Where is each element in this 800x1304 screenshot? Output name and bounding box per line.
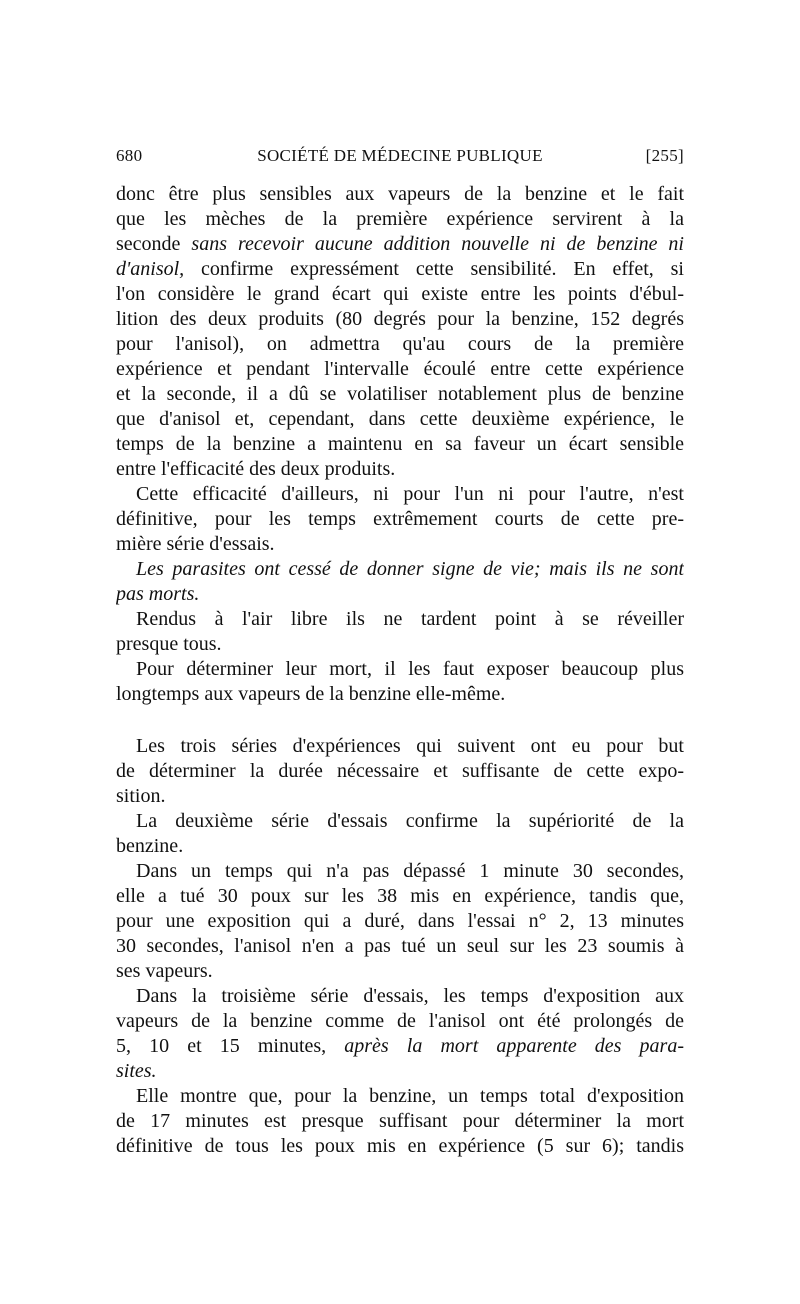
text-line: Les trois séries d'expériences qui suivent ont eu pour but bbox=[136, 735, 684, 757]
italic-phrase: d'anisol, bbox=[116, 258, 185, 280]
text-line: benzine. bbox=[116, 835, 184, 857]
text-line: expérience et pendant l'intervalle écoulé entre cette expérience bbox=[116, 358, 684, 380]
text-line: Rendus à l'air libre ils ne tardent point à se réveiller bbox=[136, 608, 684, 630]
text-line: vapeurs de la benzine comme de l'anisol ont été prolongés de bbox=[116, 1010, 684, 1032]
text-line bbox=[116, 232, 684, 257]
page-number: 680 bbox=[116, 146, 143, 165]
text-line bbox=[116, 1034, 684, 1059]
text-line: pour l'anisol), on admettra qu'au cours de la première bbox=[116, 333, 684, 355]
italic-phrase: après la mort apparente des para- bbox=[344, 1035, 684, 1057]
text-line: temps de la benzine a maintenu en sa faveur un écart sensible bbox=[116, 433, 684, 455]
text-line: Elle montre que, pour la benzine, un temps total d'exposition bbox=[136, 1085, 684, 1107]
text-line: presque tous. bbox=[116, 633, 222, 655]
text-line: La deuxième série d'essais confirme la supériorité de la bbox=[136, 810, 684, 832]
paragraph bbox=[116, 482, 684, 557]
text-line: elle a tué 30 poux sur les 38 mis en expérience, tandis que, bbox=[116, 885, 684, 907]
text-line: lition des deux produits (80 degrés pour la benzine, 152 degrés bbox=[116, 308, 684, 330]
text-line: de 17 minutes est presque suffisant pour déterminer la mort bbox=[116, 1110, 684, 1132]
text-line: Pour déterminer leur mort, il les faut exposer beaucoup plus bbox=[136, 658, 684, 680]
italic-paragraph bbox=[116, 557, 684, 607]
text-line: sition. bbox=[116, 785, 166, 807]
italic-phrase: sans recevoir aucune addition nouvelle ni de benzine ni bbox=[191, 233, 684, 255]
text-line bbox=[116, 257, 684, 282]
text-line: mière série d'essais. bbox=[116, 533, 275, 555]
text-segment: 5, 10 et 15 minutes, bbox=[116, 1035, 345, 1057]
paragraph bbox=[116, 734, 684, 809]
text-line: que les mèches de la première expérience servirent à la bbox=[116, 208, 684, 230]
text-line: Dans un temps qui n'a pas dépassé 1 minute 30 secondes, bbox=[136, 860, 684, 882]
text-line: 30 secondes, l'anisol n'en a pas tué un seul sur les 23 soumis à bbox=[116, 935, 684, 957]
body-text bbox=[116, 182, 684, 1159]
text-line: pas morts. bbox=[116, 583, 200, 605]
text-line: définitive de tous les poux mis en expérience (5 sur 6); tandis bbox=[116, 1135, 684, 1157]
paragraph bbox=[116, 859, 684, 984]
running-title: SOCIÉTÉ DE MÉDECINE PUBLIQUE bbox=[257, 146, 543, 165]
text-segment: seconde bbox=[116, 233, 192, 255]
running-header bbox=[116, 146, 684, 172]
text-line: définitive, pour les temps extrêmement courts de cette pre- bbox=[116, 508, 684, 530]
text-line: donc être plus sensibles aux vapeurs de la benzine et le fait bbox=[116, 183, 684, 205]
section-break bbox=[116, 707, 684, 734]
text-line: Cette efficacité d'ailleurs, ni pour l'un ni pour l'autre, n'est bbox=[136, 483, 684, 505]
text-line: entre l'efficacité des deux produits. bbox=[116, 458, 396, 480]
text-line: Les parasites ont cessé de donner signe de vie; mais ils ne sont bbox=[136, 558, 684, 580]
text-line: sites. bbox=[116, 1060, 157, 1082]
text-line: l'on considère le grand écart qui existe entre les points d'ébul- bbox=[116, 283, 684, 305]
paragraph bbox=[116, 657, 684, 707]
text-line: de déterminer la durée nécessaire et suffisante de cette expo- bbox=[116, 760, 684, 782]
text-line: longtemps aux vapeurs de la benzine elle-même. bbox=[116, 683, 506, 705]
bracket-number: [255] bbox=[645, 146, 684, 165]
text-line: que d'anisol et, cependant, dans cette deuxième expérience, le bbox=[116, 408, 684, 430]
text-line: Dans la troisième série d'essais, les temps d'exposition aux bbox=[136, 985, 684, 1007]
text-line: et la seconde, il a dû se volatiliser notablement plus de benzine bbox=[116, 383, 684, 405]
paragraph bbox=[116, 182, 684, 482]
paragraph bbox=[116, 809, 684, 859]
text-segment: confirme expressément cette sensibilité. En effet, si bbox=[184, 258, 684, 280]
text-line: pour une exposition qui a duré, dans l'essai n° 2, 13 minutes bbox=[116, 910, 684, 932]
paragraph bbox=[116, 984, 684, 1084]
text-line: ses vapeurs. bbox=[116, 960, 213, 982]
paragraph bbox=[116, 1084, 684, 1159]
paragraph bbox=[116, 607, 684, 657]
